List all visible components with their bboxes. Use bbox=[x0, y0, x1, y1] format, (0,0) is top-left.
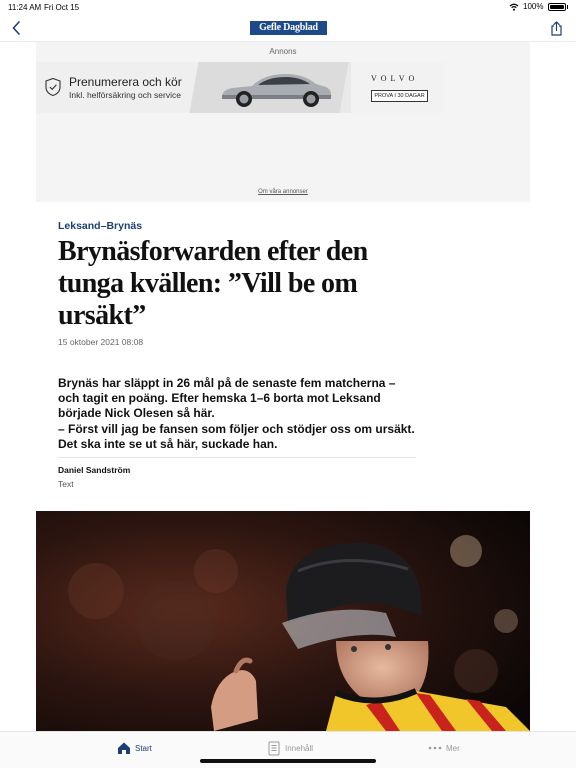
ad-cta-button[interactable]: PROVA I 30 DAGAR bbox=[371, 90, 428, 102]
shield-check-icon bbox=[44, 77, 62, 97]
tab-start-label: Start bbox=[135, 743, 152, 753]
ad-block bbox=[36, 42, 530, 202]
lead-paragraph: Brynäs har släppt in 26 mål på de senaste fem matcherna – och tagit en poäng. Efter hemska 1–6 borta mot Leksand började Nick Olesen så här. bbox=[58, 376, 396, 421]
share-icon bbox=[550, 21, 563, 36]
home-icon bbox=[117, 741, 131, 755]
status-right bbox=[509, 2, 568, 11]
author-role: Text bbox=[58, 479, 74, 489]
ad-banner[interactable] bbox=[36, 62, 444, 113]
byline-divider bbox=[58, 457, 416, 458]
wifi-icon bbox=[509, 3, 519, 11]
tab-innehall-label: Innehåll bbox=[285, 743, 314, 753]
tab-start[interactable] bbox=[117, 739, 152, 757]
article-date: 15 oktober 2021 08:08 bbox=[58, 337, 144, 347]
share-button[interactable] bbox=[546, 17, 566, 39]
battery-icon bbox=[548, 3, 566, 11]
document-icon bbox=[267, 741, 281, 756]
newspaper-logo: Gefle Dagblad bbox=[250, 21, 327, 35]
nav-bar bbox=[0, 14, 576, 42]
status-bar bbox=[0, 0, 576, 14]
hockey-player-photo bbox=[36, 511, 530, 731]
author-name[interactable]: Daniel Sandström bbox=[58, 465, 131, 475]
article-headline: Brynäsforwarden efter den tunga kvällen: ”Vill be om ursäkt” bbox=[58, 236, 368, 331]
ad-right-panel bbox=[351, 62, 444, 113]
more-icon bbox=[428, 746, 442, 750]
tab-mer[interactable] bbox=[428, 739, 460, 757]
status-time: 11:24 AM bbox=[8, 3, 42, 12]
ad-label: Annons bbox=[269, 47, 297, 56]
battery-percent: 100% bbox=[523, 2, 544, 11]
ad-subline: Inkl. helförsäkring och service bbox=[69, 90, 181, 100]
status-date: Fri Oct 15 bbox=[44, 3, 80, 12]
tab-mer-label: Mer bbox=[446, 743, 460, 753]
ad-headline: Prenumerera och kör bbox=[69, 75, 182, 89]
lead-quote: – Först vill jag be fansen som följer och stödjer oss om ursäkt. Det ska inte se ut så här, suckade han. bbox=[58, 421, 415, 451]
car-image bbox=[216, 66, 336, 110]
chevron-left-icon bbox=[12, 21, 20, 35]
back-button[interactable] bbox=[6, 17, 26, 39]
ad-info-link[interactable]: Om våra annonser bbox=[258, 189, 308, 195]
home-indicator[interactable] bbox=[200, 759, 376, 763]
tab-innehall[interactable] bbox=[267, 739, 313, 757]
article-lead bbox=[58, 376, 418, 452]
article-category[interactable]: Leksand–Brynäs bbox=[58, 220, 143, 232]
article-hero-image[interactable] bbox=[36, 511, 530, 731]
battery-cap bbox=[567, 5, 569, 9]
ad-brand: VOLVO bbox=[371, 74, 419, 83]
